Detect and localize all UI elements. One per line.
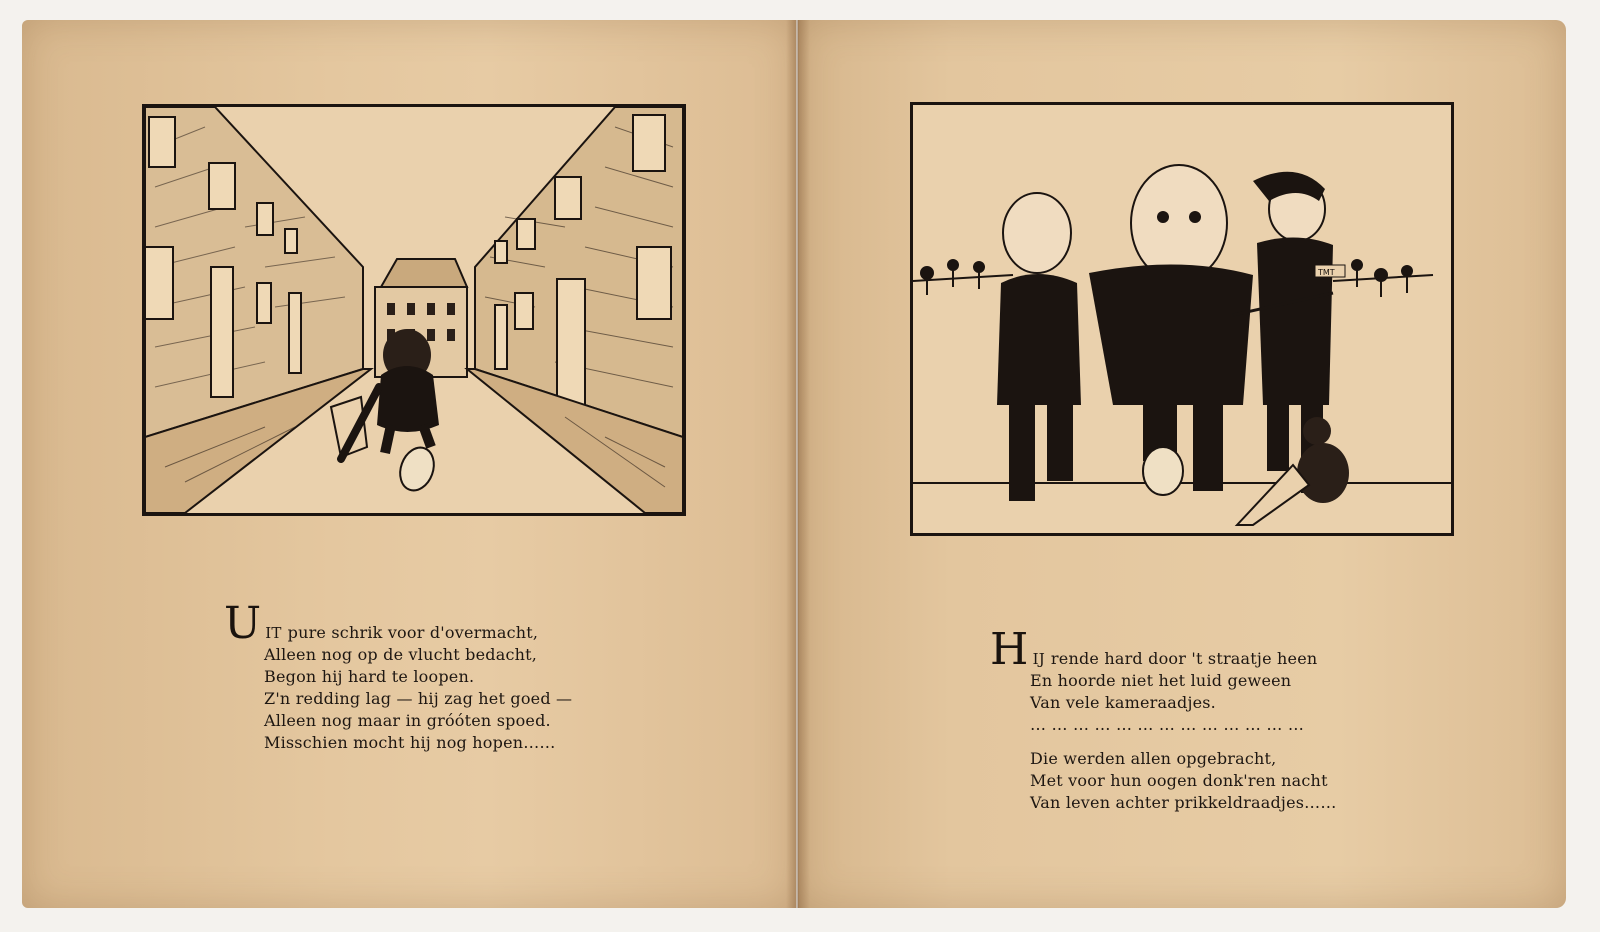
right-dropcap: H — [990, 624, 1029, 675]
right-verse-line: Van vele kameraadjes. — [1030, 693, 1216, 712]
left-line1-rest: pure schrik voor d'overmacht, — [287, 623, 539, 642]
street-scene-illustration — [142, 104, 686, 516]
left-dropcap: U — [224, 598, 262, 649]
left-verse-line: Z'n redding lag — hij zag het goed — — [264, 689, 573, 708]
right-first-word-rest: IJ — [1032, 650, 1045, 668]
right-verse-line: Met voor hun oogen donk'ren nacht — [1030, 771, 1328, 790]
right-line1-rest: rende hard door 't straatje heen — [1050, 649, 1318, 668]
left-verse-line: Alleen nog maar in gróóten spoed. — [264, 711, 551, 730]
right-verse-line: Die werden allen opgebracht, — [1030, 749, 1277, 768]
left-verse-line: Misschien mocht hij nog hopen…… — [264, 733, 556, 752]
right-verse-dots: … … … … … … … … … … … … … — [1030, 715, 1305, 734]
left-verse — [224, 598, 644, 754]
right-verse — [990, 624, 1410, 814]
left-first-word-rest: IT — [265, 624, 282, 642]
left-verse-line: Begon hij hard te loopen. — [264, 667, 475, 686]
left-verse-line: Alleen nog op de vlucht bedacht, — [264, 645, 538, 664]
book-gutter — [786, 20, 810, 908]
left-verse-first-line — [224, 598, 644, 649]
right-verse-line: Van leven achter prikkeldraadjes…… — [1030, 793, 1337, 812]
armband-label: TMT — [1318, 268, 1335, 277]
right-verse-line: En hoorde niet het luid geween — [1030, 671, 1292, 690]
three-figures-illustration — [910, 102, 1454, 536]
right-verse-first-line — [990, 624, 1410, 675]
